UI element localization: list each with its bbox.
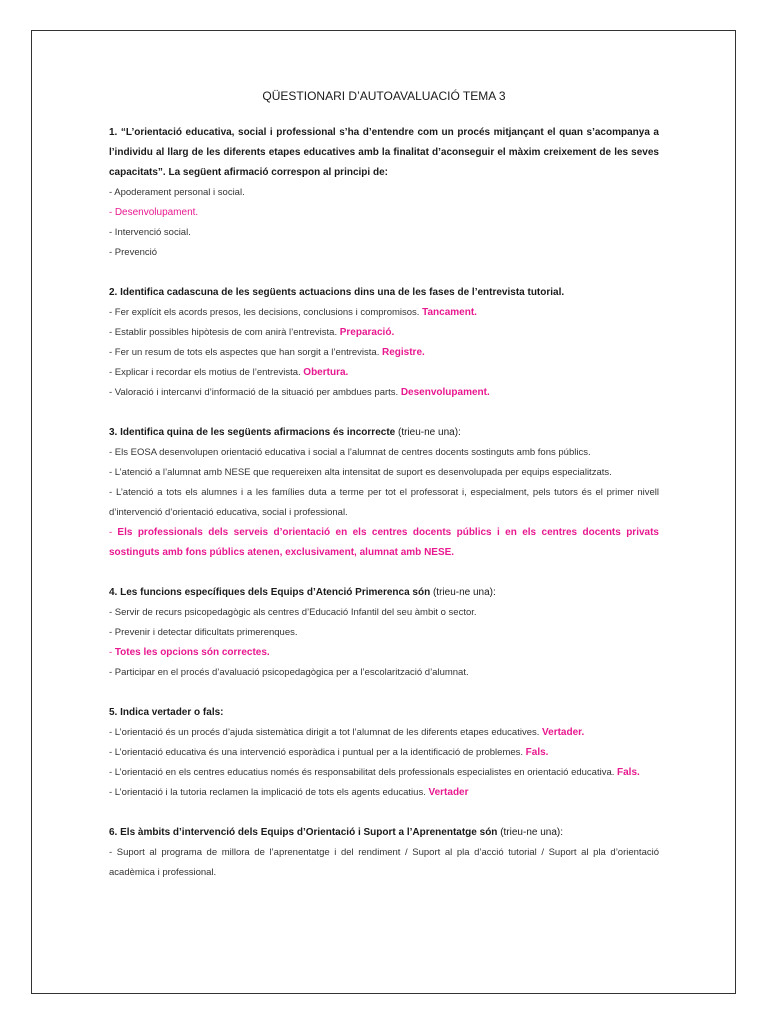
answer-highlight: Tancament.	[422, 307, 477, 318]
question-1	[109, 123, 659, 263]
option-correct: - Totes les opcions són correctes.	[109, 647, 270, 658]
answer-highlight: Fals.	[525, 747, 549, 758]
option: - L’atenció a tots els alumnes i a les famílies duta a terme per tot el professorat i, especialment, pels tutors és el primer nivell d’intervenció d’orientació educativa, social i professional.	[109, 487, 659, 518]
answer-highlight: Vertader.	[542, 727, 585, 738]
option: - Els EOSA desenvolupen orientació educativa i social a l’alumnat de centres docents sostinguts amb fons públics.	[109, 447, 591, 458]
option: - Explicar i recordar els motius de l’entrevista. Obertura.	[109, 367, 349, 378]
question-text: 5. Indica vertader o fals:	[109, 707, 224, 718]
answer-highlight: Vertader	[428, 787, 469, 798]
option: - Fer explícit els acords presos, les decisions, conclusions i compromisos. Tancament.	[109, 307, 477, 318]
option: - Intervenció social.	[109, 227, 191, 238]
option: - Apoderament personal i social.	[109, 187, 245, 198]
answer-highlight: Totes les opcions són correctes.	[114, 647, 270, 658]
option: - L’orientació i la tutoria reclamen la implicació de tots els agents educatius. Vertader	[109, 787, 469, 798]
answer-highlight: Desenvolupament.	[114, 207, 199, 218]
question-text: 6. Els àmbits d’intervenció dels Equips d’Orientació i Suport a l’Aprenentatge són (trieu-ne una):	[109, 827, 564, 838]
answer-highlight: Obertura.	[303, 367, 349, 378]
answer-highlight: Preparació.	[339, 327, 395, 338]
option: - L’orientació educativa és una intervenció esporàdica i puntual per a la identificació de problemes. Fals.	[109, 747, 549, 758]
question-5	[109, 703, 659, 803]
question-3	[109, 423, 659, 563]
question-text: 4. Les funcions específiques dels Equips d’Atenció Primerenca són (trieu-ne una):	[109, 587, 496, 598]
option: - Prevenció	[109, 247, 158, 258]
option: - Suport al programa de millora de l’aprenentatge i del rendiment / Suport al pla d’acció tutorial / Suport al pla d’orientació acadèmica i professional.	[109, 847, 659, 878]
question-4	[109, 583, 659, 683]
question-2	[109, 283, 659, 403]
option: - L’atenció a l’alumnat amb NESE que requereixen alta intensitat de suport es desenvolupada per equips especialitzats.	[109, 467, 612, 478]
option: - Fer un resum de tots els aspectes que han sorgit a l’entrevista. Registre.	[109, 347, 425, 358]
option-correct: - Els professionals dels serveis d’orientació en els centres docents públics i en els centres docents privats sostinguts amb fons públics atenen, exclusivament, alumnat amb NESE.	[109, 527, 659, 558]
document-content	[109, 86, 659, 903]
option: - L’orientació en els centres educatius només és responsabilitat dels professionals especialistes en orientació educativa. Fals.	[109, 767, 640, 778]
question-text: 1. “L’orientació educativa, social i professional s’ha d’entendre com un procés mitjançant el quan s’acompanya a l’individu al llarg de les diferents etapes educatives amb la finalitat d’aconseguir el màxim creixement de les seves capacitats”. La següent afirmació correspon al principi de:	[109, 127, 659, 178]
answer-highlight: Registre.	[382, 347, 425, 358]
option: - L’orientació és un procés d’ajuda sistemàtica dirigit a tot l’alumnat de les diferents etapes educatives. Vertader.	[109, 727, 585, 738]
question-6	[109, 823, 659, 883]
option: - Participar en el procés d’avaluació psicopedagògica per a l’escolarització d’alumnat.	[109, 667, 469, 678]
answer-highlight: Els professionals dels serveis d’orientació en els centres docents públics i en els centres docents privats sostinguts amb fons públics atenen, exclusivament, alumnat amb NESE.	[109, 527, 659, 558]
option: - Prevenir i detectar dificultats primerenques.	[109, 627, 298, 638]
option: - Valoració i intercanvi d’informació de la situació per ambdues parts. Desenvolupament.	[109, 387, 490, 398]
document-title: QÜESTIONARI D’AUTOAVALUACIÓ TEMA 3	[262, 89, 506, 103]
answer-highlight: Fals.	[617, 767, 640, 778]
question-text: 3. Identifica quina de les següents afirmacions és incorrecte (trieu-ne una):	[109, 427, 461, 438]
answer-highlight: Desenvolupament.	[400, 387, 490, 398]
option: - Servir de recurs psicopedagògic als centres d’Educació Infantil del seu àmbit o sector.	[109, 607, 477, 618]
option-correct: - Desenvolupament.	[109, 207, 199, 218]
question-text: 2. Identifica cadascuna de les següents actuacions dins una de les fases de l’entrevista tutorial.	[109, 287, 565, 298]
option: - Establir possibles hipòtesis de com anirà l’entrevista. Preparació.	[109, 327, 395, 338]
